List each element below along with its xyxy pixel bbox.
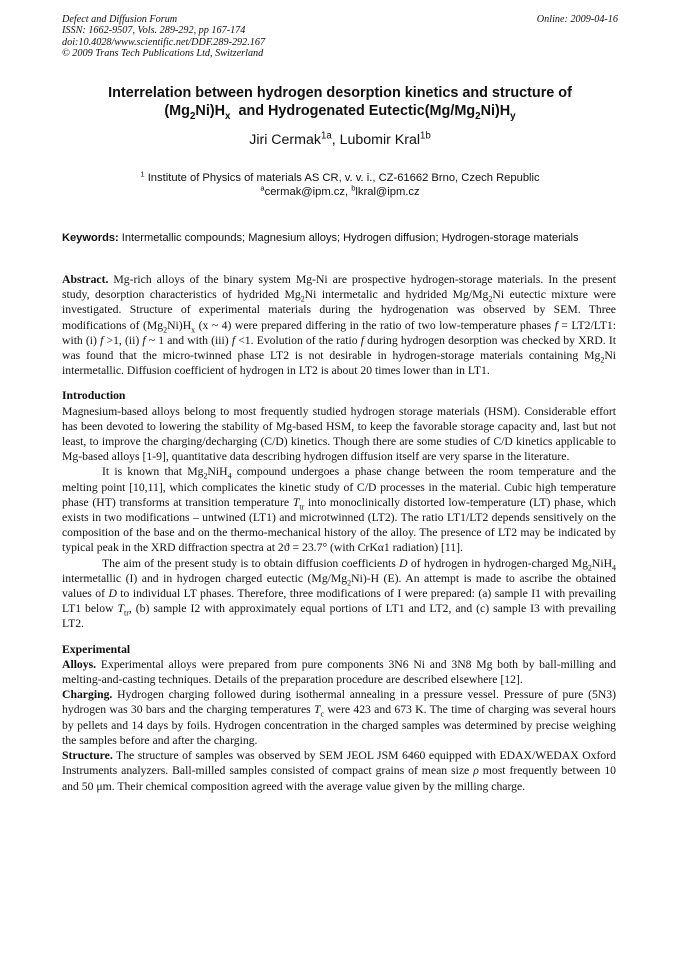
charging-paragraph: Charging. Hydrogen charging followed during isothermal annealing in a pressure vessel. Pressure of pure (5N3) hydrogen was 30 bars and the charging temperatures $T_c$ were 423 and 673 K. The time of charging was several hours by pellets and 14 days by foils. Hydrogen concentration in the charged samples was determined by precise weighing the samples before and after the charging. [62, 688, 616, 747]
affiliation [62, 171, 618, 200]
keywords-label: Keywords: [62, 232, 119, 244]
keywords-text: Intermetallic compounds; Magnesium alloys; Hydrogen diffusion; Hydrogen-storage materials [118, 232, 579, 244]
experimental-heading: Experimental [62, 642, 131, 656]
structure-paragraph: Structure. The structure of samples was observed by SEM JEOL JSM 6460 equipped with EDAX/WEDAX Oxford Instruments analyzers. Ball-milled samples consisted of compact grains of mean size ρ most frequently between 10 and 50 μm. Their chemical composition agreed with the average value given by the milling charge. [62, 749, 617, 793]
author-name: Lubomir Kral [339, 132, 421, 148]
issn-line: ISSN: 1662-9507, Vols. 289-292, pp 167-174 [62, 25, 246, 37]
copyright-line: © 2009 Trans Tech Publications Ltd, Switzerland [62, 47, 264, 59]
email-link[interactable]: lkral@ipm.cz [355, 186, 420, 199]
intro-paragraph-2: It is known that $Mg_2NiH_4$ compound undergoes a phase change between the room temperature and the melting point [10,11], which complicates the kinetic study of C/D processes in the material. Cubic high temperature phase (HT) transforms at transition temperature $T_{tr}$ into monoclinically distorted low-temperature (LT) phase, which exists in two modifications – untwined (LT1) and microtwinned (LT2). The ratio LT1/LT2 depends sensitively on the composition of the base and on the thermo-mechanical history of the alloy. The presence of LT2 may be indicated by typical peak in the XRD diffraction spectra at 2ϑ = 23.7° (with CrKα1 radiation) [11]. [62, 465, 616, 555]
paper-body [62, 272, 616, 794]
journal-name: Defect and Diffusion Forum [62, 14, 178, 25]
institute-line: $^1$ Institute of Physics of materials AS CR, v. v. i., CZ-61662 Brno, Czech Republic [140, 169, 540, 184]
journal-header [62, 14, 618, 59]
title-line-2: $(Mg_2Ni)H_x$ and Hydrogenated $Eutectic(Mg/Mg_2Ni)H_y$ [164, 103, 516, 122]
email-line: $^a$cermak@ipm.cz, $^b$lkral@ipm.cz [260, 183, 420, 199]
online-date: Online: 2009-04-16 [536, 14, 618, 25]
paper-title [62, 84, 618, 120]
intro-paragraph-3: The aim of the present study is to obtain diffusion coefficients D of hydrogen in hydrogen-charged $Mg_2NiH_4$ intermetallic (I) and in hydrogen charged eutectic $(Mg/Mg_2Ni)-H$ (E). An attempt is made to ascribe the obtained values of D to individual LT phases. Therefore, three modifications of I were prepared: (a) sample I1 with prevailing LT1 below $T_{tr}$, (b) sample I2 with approximately equal portions of LT1 and LT2, and (c) sample I3 with prevailing LT2. [62, 556, 616, 631]
intro-paragraph-1: Magnesium-based alloys belong to most frequently studied hydrogen storage materials (HSM). Considerable effort has been devoted to lowering the stability of Mg-based HSM, to keep the favorable storage capacity and, last but not least, to improve the charging/decharging (C/D) kinetics. Though there are some studies of C/D kinetics applicable to Mg-based alloys [1-9], quantitative data describing hydrogen diffusion itself are very sparse in the literature. [62, 404, 616, 464]
keywords [62, 232, 618, 246]
email-link[interactable]: cermak@ipm.cz, [264, 186, 352, 199]
abstract-paragraph: Abstract. Mg-rich alloys of the binary system Mg-Ni are prospective hydrogen-storage materials. In the present study, desorption characteristics of hydrided $Mg_2Ni$ intermetalic and hydrided $Mg/Mg_2Ni$ eutectic mixture were investigated. Structure of experimental materials during the hydrogenation was observed by SEM. Three modifications of $(Mg_2Ni)H_x$ (x ~ 4) were prepared differing in the ratio of two low-temperature phases f = LT2/LT1: with (i) f >1, (ii) f ~ 1 and with (iii) f <1. Evolution of the ratio f during hydrogen desorption was checked by XRD. It was found that the micro-twinned phase LT2 is not desirable in hydrogen-storage materials containing $Mg_2Ni$ intermetallic. Diffusion coefficient of hydrogen in LT2 is about 20 times lower than in LT1. [62, 273, 617, 378]
doi-line: doi:10.4028/www.scientific.net/DDF.289-292.167 [62, 36, 266, 48]
alloys-paragraph: Alloys. Experimental alloys were prepared from pure components 3N6 Ni and 3N8 Mg both by ball-milling and melting-and-casting techniques. Details of the preparation procedure are described elsewhere [12]. [62, 657, 616, 687]
introduction-heading: Introduction [62, 389, 126, 403]
author-name: Jiri Cermak [249, 132, 321, 148]
author-list: Jiri Cermak$^{1a}$, Lubomir Kral$^{1b}$ [249, 130, 431, 148]
title-line-1: Interrelation between hydrogen desorption kinetics and structure of [108, 85, 572, 101]
